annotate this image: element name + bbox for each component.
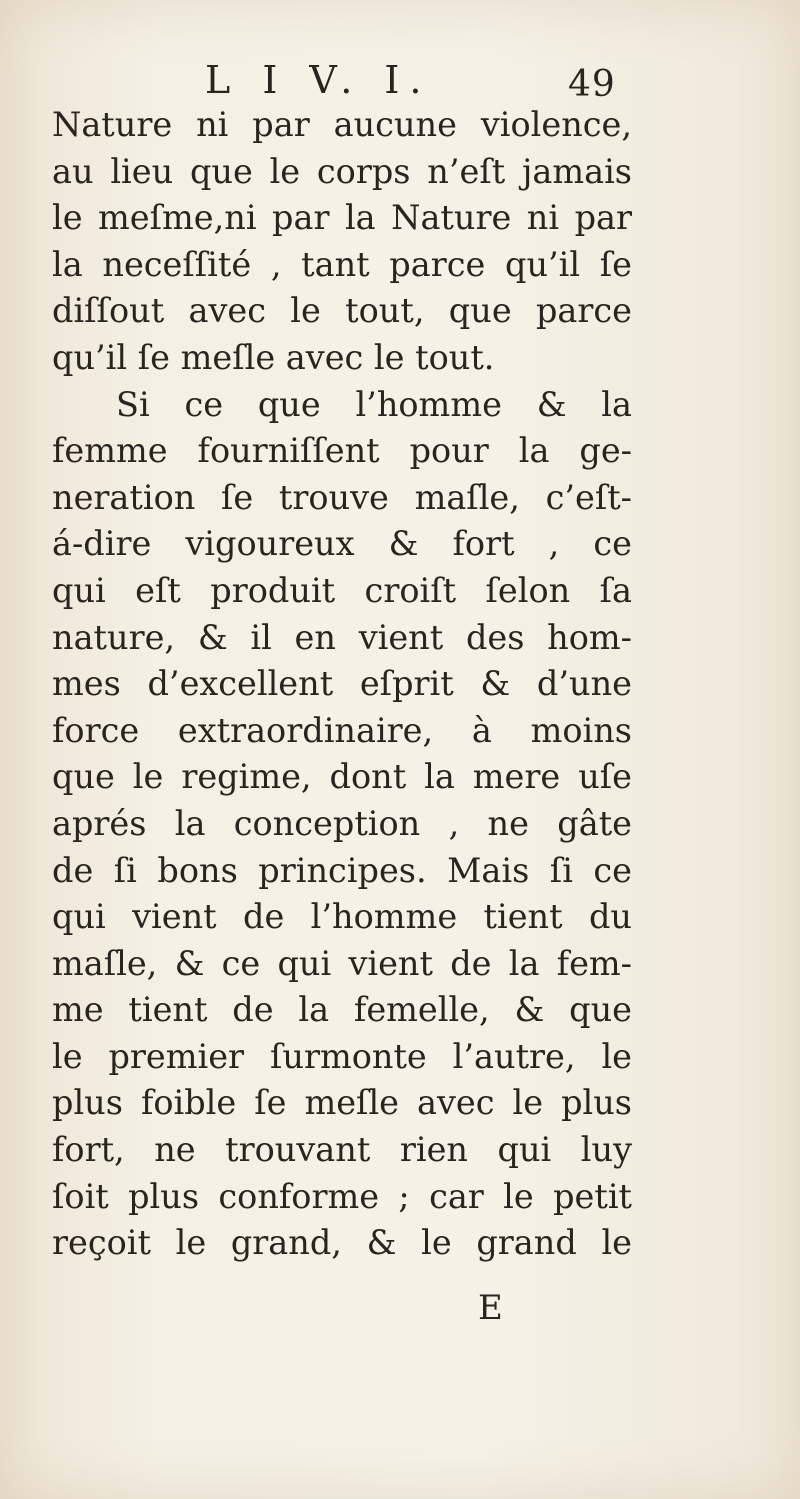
- text-line: la neceſſité , tant parce qu’il ſe: [52, 244, 632, 284]
- text-line: Si ce que l’homme & la: [116, 384, 632, 424]
- running-head: L I V. I.: [205, 58, 432, 102]
- text-line: á-dire vigoureux & fort , ce: [52, 524, 632, 564]
- text-line: diſſout avec le tout, que parce: [52, 291, 632, 331]
- text-line: le premier ſurmonte l’autre, le: [52, 1036, 632, 1076]
- text-line: force extraordinaire, à moins: [52, 710, 632, 750]
- text-line: Nature ni par aucune violence,: [52, 105, 632, 144]
- text-line: ſoit plus conforme ; car le petit: [52, 1176, 632, 1216]
- signature-mark: E: [478, 1288, 503, 1328]
- text-line: me tient de la femelle, & que: [52, 990, 632, 1030]
- text-line: le meſme,ni par la Nature ni par: [52, 198, 632, 238]
- body-text: [52, 102, 632, 1267]
- text-line: de ſi bons principes. Mais ſi ce: [52, 850, 632, 890]
- text-line: aprés la conception , ne gâte: [52, 803, 632, 843]
- text-line: mes d’excellent eſprit & d’une: [52, 664, 632, 704]
- text-line: plus foible ſe meſle avec le plus: [52, 1083, 632, 1123]
- text-line: maſle, & ce qui vient de la fem-: [52, 943, 632, 983]
- page-header: [0, 58, 800, 105]
- paragraph-2: [52, 382, 632, 1267]
- text-line: neration ſe trouve maſle, c’eſt-: [52, 477, 632, 517]
- text-line: nature, & il en vient des hom-: [52, 617, 632, 657]
- text-line: au lieu que le corps n’eſt jamais: [52, 151, 632, 191]
- page-number: 49: [568, 64, 616, 105]
- text-line: femme fourniſſent pour la ge-: [52, 431, 632, 471]
- text-line: qu’il ſe meſle avec le tout.: [52, 337, 495, 377]
- text-line: fort, ne trouvant rien qui luy: [52, 1130, 632, 1170]
- text-line: que le regime, dont la mere uſe: [52, 757, 632, 797]
- text-line: qui vient de l’homme tient du: [52, 897, 632, 937]
- paragraph-1: [52, 102, 632, 382]
- text-line: qui eſt produit croiſt ſelon ſa: [52, 570, 632, 610]
- text-line: reçoit le grand, & le grand le: [52, 1223, 632, 1263]
